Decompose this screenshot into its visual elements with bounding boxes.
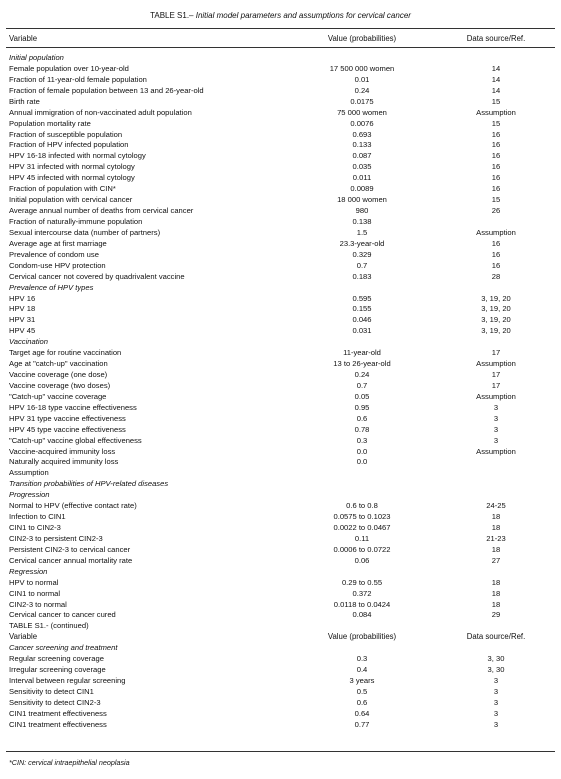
variable-cell: Vaccine coverage (two doses) — [9, 380, 111, 390]
table-row — [0, 118, 561, 129]
value-cell: 0.64 — [354, 708, 370, 718]
table-row — [0, 249, 561, 260]
header-variable: Variable — [9, 34, 38, 43]
source-cell: 3, 30 — [487, 654, 505, 664]
table-row — [0, 577, 561, 588]
table-row — [0, 380, 561, 391]
value-cell: 0.046 — [352, 315, 372, 325]
section-heading — [0, 642, 561, 653]
table-row — [0, 74, 561, 85]
source-cell: Assumption — [476, 446, 516, 456]
table-row — [0, 555, 561, 566]
table-row — [0, 369, 561, 380]
value-cell: 23.3-year-old — [339, 238, 385, 248]
value-cell: 0.24 — [354, 370, 370, 379]
source-cell: Data source/Ref. — [466, 632, 526, 642]
source-cell: 3 — [493, 402, 499, 412]
table-row — [0, 402, 561, 413]
variable-cell: CIN2-3 to normal — [9, 599, 67, 609]
value-cell: 0.0022 to 0.0467 — [333, 523, 391, 532]
source-cell: 27 — [491, 555, 501, 565]
value-cell: 0.035 — [352, 162, 372, 172]
value-cell: 0.329 — [352, 249, 372, 259]
variable-cell: Sensitivity to detect CIN2-3 — [9, 697, 101, 707]
variable-cell: HPV 16-18 infected with normal cytology — [9, 151, 146, 161]
value-cell: 0.0575 to 0.1023 — [333, 512, 391, 522]
value-cell: 0.595 — [352, 293, 372, 303]
variable-cell: Vaccination — [9, 337, 48, 347]
table-row — [0, 161, 561, 172]
variable-cell: Irregular screening coverage — [9, 665, 106, 675]
source-cell: 17 — [491, 348, 501, 358]
variable-cell: Infection to CIN1 — [9, 512, 66, 522]
variable-cell: Persistent CIN2-3 to cervical cancer — [9, 544, 131, 554]
value-cell: 0.11 — [354, 533, 370, 543]
value-cell: 0.4 — [356, 665, 368, 675]
value-cell: 0.183 — [352, 271, 372, 281]
variable-cell: Cervical cancer not covered by quadrivalent vaccine — [9, 271, 185, 281]
value-cell: 0.0118 to 0.0424 — [333, 599, 391, 609]
value-cell: 0.5 — [356, 686, 368, 696]
table-row — [0, 708, 561, 719]
value-cell: 1.5 — [356, 227, 368, 237]
table-row — [0, 599, 561, 610]
section-heading — [0, 52, 561, 63]
table-row — [0, 314, 561, 325]
variable-cell: HPV 31 type vaccine effectiveness — [9, 413, 126, 423]
value-cell: 0.087 — [352, 151, 372, 161]
table-row — [0, 205, 561, 216]
variable-cell: Fraction of HPV infected population — [9, 140, 129, 150]
source-cell: 3, 30 — [487, 665, 505, 675]
section-heading — [0, 282, 561, 293]
variable-cell: Regression — [9, 566, 48, 576]
table-row — [0, 522, 561, 533]
variable-cell: CIN1 treatment effectiveness — [9, 719, 107, 729]
table-row — [0, 85, 561, 96]
source-cell: 16 — [491, 260, 501, 270]
source-cell: 3, 19, 20 — [481, 293, 511, 303]
table-row — [0, 588, 561, 599]
variable-cell: HPV 16 — [9, 293, 36, 303]
source-cell: 18 — [491, 523, 501, 532]
table-row — [0, 194, 561, 205]
source-cell: Assumption — [476, 359, 516, 368]
source-cell: 3 — [493, 708, 499, 718]
variable-cell: Prevalence of HPV types — [9, 282, 94, 292]
variable-cell: Cancer screening and treatment — [9, 643, 118, 653]
variable-cell: Population mortality rate — [9, 118, 91, 128]
source-cell: 3, 19, 20 — [481, 326, 511, 336]
source-cell: 18 — [491, 512, 501, 522]
value-cell: 0.29 to 0.55 — [341, 577, 383, 587]
variable-cell: Cervical cancer to cancer cured — [9, 610, 116, 620]
source-cell: 15 — [491, 118, 501, 128]
variable-cell: HPV 16-18 type vaccine effectiveness — [9, 402, 137, 412]
table-row — [0, 216, 561, 227]
section-heading — [0, 336, 561, 347]
caption-title: Initial model parameters and assumptions for cervical cancer — [193, 11, 411, 20]
table-row — [0, 467, 561, 478]
value-cell: 0.6 — [356, 413, 368, 423]
table-row — [0, 325, 561, 336]
footnote: *CIN: cervical intraepithelial neoplasia — [9, 758, 130, 767]
source-cell: 18 — [491, 544, 501, 554]
table-row — [0, 63, 561, 74]
table-row — [0, 533, 561, 544]
value-cell: 0.0006 to 0.0722 — [333, 544, 391, 554]
variable-cell: HPV to normal — [9, 577, 59, 587]
source-cell: 3 — [493, 676, 499, 685]
table-row — [0, 697, 561, 708]
source-cell: Assumption — [476, 107, 516, 117]
value-cell: 0.0 — [356, 457, 368, 467]
variable-cell: CIN1 to normal — [9, 588, 61, 598]
source-cell: 16 — [491, 129, 501, 139]
variable-cell: HPV 45 — [9, 326, 36, 336]
source-cell: 14 — [491, 74, 501, 84]
value-cell: 980 — [355, 206, 369, 215]
table-row — [0, 609, 561, 620]
table-row — [0, 303, 561, 314]
source-cell: 18 — [491, 588, 501, 598]
source-cell: 3 — [493, 686, 499, 696]
variable-cell: Sensitivity to detect CIN1 — [9, 686, 94, 696]
table-row — [0, 424, 561, 435]
variable-cell: Naturally acquired immunity loss — [9, 457, 119, 467]
source-cell: 26 — [491, 206, 501, 215]
source-cell: 16 — [491, 238, 501, 248]
source-cell: 3 — [493, 719, 499, 729]
variable-cell: CIN1 treatment effectiveness — [9, 708, 107, 718]
variable-cell: Transition probabilities of HPV-related diseases — [9, 479, 169, 489]
variable-cell: HPV 18 — [9, 304, 36, 314]
variable-cell: Birth rate — [9, 96, 40, 106]
value-cell: 0.084 — [352, 610, 372, 620]
table-row — [0, 413, 561, 424]
variable-cell: Assumption — [9, 468, 49, 478]
value-cell: 0.372 — [352, 588, 372, 598]
source-cell: 15 — [491, 96, 501, 106]
table-header — [0, 33, 561, 44]
table-row — [0, 96, 561, 107]
value-cell: 0.7 — [356, 260, 368, 270]
value-cell: 0.6 — [356, 697, 368, 707]
source-cell: Assumption — [476, 227, 516, 237]
header-value: Value (probabilities) — [327, 34, 397, 43]
variable-cell: HPV 45 infected with normal cytology — [9, 173, 135, 183]
variable-cell: Vaccine-acquired immunity loss — [9, 446, 116, 456]
variable-cell: HPV 45 type vaccine effectiveness — [9, 424, 126, 434]
table-row — [0, 139, 561, 150]
table-row — [0, 500, 561, 511]
source-cell: 3 — [493, 435, 499, 445]
variable-cell: TABLE S1.- (continued) — [9, 621, 89, 631]
variable-cell: Initial population with cervical cancer — [9, 195, 133, 205]
value-cell: 0.7 — [356, 380, 368, 390]
table-row — [0, 260, 561, 271]
table-row — [0, 172, 561, 183]
value-cell: 0.24 — [354, 85, 370, 95]
source-cell: 21-23 — [486, 533, 506, 543]
table-row — [0, 664, 561, 675]
variable-cell: Progression — [9, 490, 50, 500]
variable-cell: Normal to HPV (effective contact rate) — [9, 501, 137, 511]
caption-label: TABLE S1.– — [150, 11, 194, 20]
table-row — [0, 150, 561, 161]
value-cell: 0.95 — [354, 402, 370, 412]
variable-cell: Female population over 10-year-old — [9, 63, 129, 73]
variable-cell: Variable — [9, 632, 38, 642]
table-row — [0, 238, 561, 249]
header-source: Data source/Ref. — [466, 34, 526, 43]
source-cell: Assumption — [476, 391, 516, 401]
variable-cell: Fraction of population with CIN* — [9, 184, 116, 194]
source-cell: 16 — [491, 162, 501, 172]
source-cell: 24-25 — [486, 501, 506, 511]
source-cell: 18 — [491, 577, 501, 587]
source-cell: 3 — [493, 424, 499, 434]
table-row — [0, 129, 561, 140]
variable-cell: Initial population — [9, 53, 64, 62]
table-row — [0, 347, 561, 358]
table-row — [0, 544, 561, 555]
variable-cell: Age at "catch-up" vaccination — [9, 359, 108, 368]
value-cell: 0.138 — [352, 216, 372, 226]
value-cell: 75 000 women — [337, 107, 387, 117]
value-cell: 0.0089 — [350, 184, 374, 194]
value-cell: 0.011 — [352, 173, 372, 183]
table-row — [0, 227, 561, 238]
value-cell: 0.05 — [354, 391, 370, 401]
variable-cell: Interval between regular screening — [9, 676, 126, 685]
variable-cell: Annual immigration of non-vaccinated adult population — [9, 107, 192, 117]
value-cell: 3 years — [349, 676, 375, 685]
value-cell: 18 000 women — [337, 195, 387, 205]
variable-cell: HPV 31 infected with normal cytology — [9, 162, 135, 172]
variable-cell: Target age for routine vaccination — [9, 348, 122, 358]
source-cell: 16 — [491, 173, 501, 183]
variable-cell: Cervical cancer annual mortality rate — [9, 555, 133, 565]
table-row — [0, 686, 561, 697]
value-cell: 0.3 — [356, 435, 368, 445]
table-row — [0, 435, 561, 446]
value-cell: 0.01 — [354, 74, 370, 84]
source-cell: 17 — [491, 370, 501, 379]
value-cell: 11-year-old — [343, 348, 381, 358]
value-cell: 0.6 to 0.8 — [346, 501, 378, 511]
variable-cell: Average annual number of deaths from cervical cancer — [9, 206, 194, 215]
header-rule — [6, 47, 555, 48]
top-rule — [6, 28, 555, 29]
variable-cell: Fraction of naturally-immune population — [9, 216, 143, 226]
value-cell: Value (probabilities) — [327, 632, 397, 642]
table-row — [0, 620, 561, 631]
source-cell: 3 — [493, 697, 499, 707]
variable-cell: Prevalence of condom use — [9, 249, 99, 259]
table-row — [0, 107, 561, 118]
table-row — [0, 456, 561, 467]
source-cell: 3 — [493, 413, 499, 423]
value-cell: 0.133 — [352, 140, 372, 150]
value-cell: 0.155 — [352, 304, 372, 314]
value-cell: 0.78 — [354, 424, 370, 434]
source-cell: 16 — [491, 249, 501, 259]
section-heading — [0, 566, 561, 577]
variable-cell: Sexual intercourse data (number of partners) — [9, 227, 161, 237]
table-caption — [0, 11, 561, 20]
source-cell: 16 — [491, 140, 501, 150]
value-cell: 0.3 — [356, 654, 368, 664]
value-cell: 0.0175 — [350, 96, 374, 106]
value-cell: 0.031 — [352, 326, 372, 336]
variable-cell: CIN2-3 to persistent CIN2-3 — [9, 533, 103, 543]
variable-cell: Condom-use HPV protection — [9, 260, 106, 270]
source-cell: 3, 19, 20 — [481, 304, 511, 314]
value-cell: 0.693 — [352, 129, 372, 139]
value-cell: 0.0076 — [350, 118, 374, 128]
source-cell: 15 — [491, 195, 501, 205]
variable-cell: Fraction of 11-year-old female population — [9, 74, 147, 84]
source-cell: 28 — [491, 271, 501, 281]
value-cell: 0.06 — [354, 555, 370, 565]
variable-cell: Vaccine coverage (one dose) — [9, 370, 108, 379]
table-row — [0, 293, 561, 304]
table-row — [0, 391, 561, 402]
variable-cell: Fraction of susceptible population — [9, 129, 123, 139]
table-row — [0, 675, 561, 686]
source-cell: 14 — [491, 85, 501, 95]
variable-cell: Fraction of female population between 13 and 26-year-old — [9, 85, 204, 95]
table-row — [0, 271, 561, 282]
value-cell: 0.0 — [356, 446, 368, 456]
source-cell: 17 — [491, 380, 501, 390]
variable-cell: CIN1 to CIN2-3 — [9, 523, 61, 532]
table-row — [0, 719, 561, 730]
value-cell: 17 500 000 women — [329, 63, 395, 73]
value-cell: 0.77 — [354, 719, 370, 729]
table-row — [0, 183, 561, 194]
table-row — [0, 358, 561, 369]
variable-cell: "Catch-up" vaccine coverage — [9, 391, 107, 401]
value-cell: 13 to 26-year-old — [333, 359, 391, 368]
variable-cell: "Catch-up" vaccine global effectiveness — [9, 435, 142, 445]
variable-cell: HPV 31 — [9, 315, 36, 325]
source-cell: 29 — [491, 610, 501, 620]
section-heading — [0, 478, 561, 489]
repeated-header-row — [0, 631, 561, 642]
bottom-rule — [6, 751, 555, 752]
source-cell: 14 — [491, 63, 501, 73]
table-row — [0, 446, 561, 457]
variable-cell: Average age at first marriage — [9, 238, 107, 248]
table-row — [0, 653, 561, 664]
section-heading — [0, 489, 561, 500]
source-cell: 16 — [491, 184, 501, 194]
source-cell: 3, 19, 20 — [481, 315, 511, 325]
variable-cell: Regular screening coverage — [9, 654, 104, 664]
source-cell: 16 — [491, 151, 501, 161]
table-row — [0, 511, 561, 522]
source-cell: 18 — [491, 599, 501, 609]
